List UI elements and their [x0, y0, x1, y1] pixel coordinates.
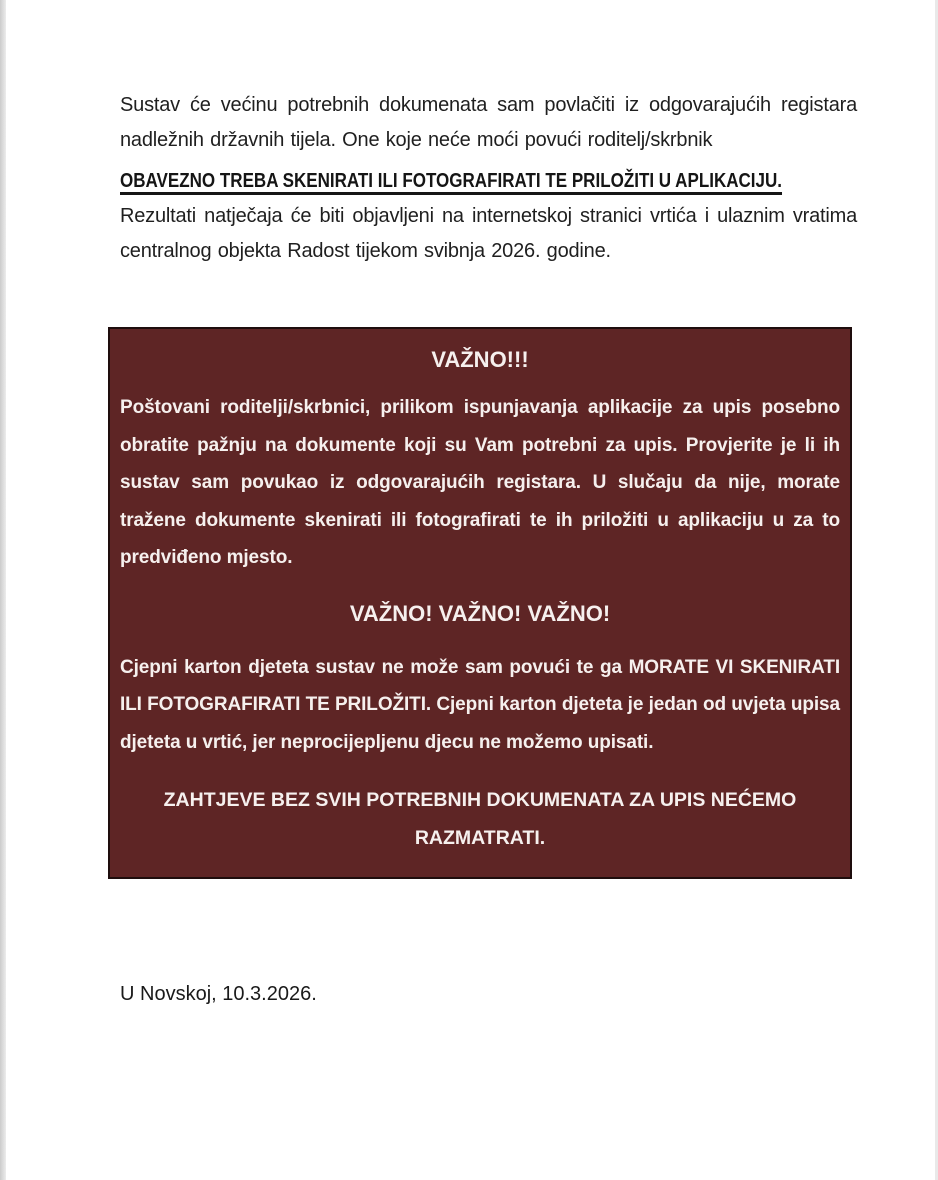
intro-emphasis-line-wrap — [120, 163, 857, 199]
notice-body-2: Cjepni karton djeteta sustav ne može sam povući te ga MORATE VI SKENIRATI ILI FOTOGRAFIRATI TE PRILOŽITI. Cjepni karton djeteta je jedan od uvjeta upisa djeteta u vrtić, jer neprocijepljenu djecu ne možemo upisati. — [120, 656, 840, 753]
notice-body-1: Poštovani roditelji/skrbnici, prilikom ispunjavanja aplikacije za upis posebno obratite pažnju na dokumente koji su Vam potrebni za upis. Provjerite je li ih sustav sam povukao iz odgovarajućih registara. U slučaju da nije, morate tražene dokumente skenirati ili fotografirati te ih priložiti u aplikaciju u za to predviđeno mjesto. — [120, 397, 840, 568]
important-notice-box — [108, 327, 852, 879]
notice-footer: ZAHTJEVE BEZ SVIH POTREBNIH DOKUMENATA ZA UPIS NEĆEMO RAZMATRATI. — [163, 789, 797, 849]
dateline: U Novskoj, 10.3.2026. — [120, 983, 317, 1005]
intro-paragraph-1: Sustav će većinu potrebnih dokumenata sam povlačiti iz odgovarajućih registara nadležnih državnih tijela. One koje neće moći povući roditelj/skrbnik — [120, 94, 857, 151]
notice-subtitle: VAŽNO! VAŽNO! VAŽNO! — [349, 600, 611, 626]
intro-paragraph-2: Rezultati natječaja će biti objavljeni na internetskoj stranici vrtića i ulaznim vratima centralnog objekta Radost tijekom svibnja 2026. godine. — [120, 205, 857, 262]
notice-title: VAŽNO!!! — [431, 347, 529, 372]
intro-emphasis-line: OBAVEZNO TREBA SKENIRATI ILI FOTOGRAFIRATI TE PRILOŽITI U APLIKACIJU. — [120, 169, 783, 192]
